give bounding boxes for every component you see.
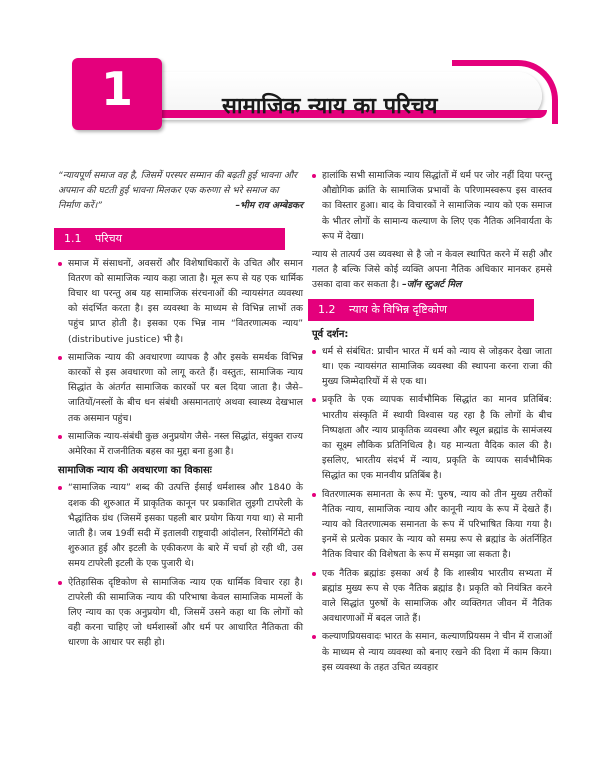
bullet-point: सामाजिक न्याय की अवधारणा व्यापक है और इसके समर्थक विभिन्न कारकों से इस अवधारणा को लागू करते हैं। वस्तुतः, सामाजिक न्याय सिद्धांत के अंतर्गत सामाजिक कारकों पर बल दिया जाता है। जैसे– जातियों/नस्लों के बीच धन संबंधी असमानताएं अथवा स्वास्थ्य देखभाल तक असमान पहुंच। <box>58 350 303 426</box>
chapter-header <box>72 58 550 130</box>
mill-quote <box>312 247 552 293</box>
bullet-point: कल्याणप्रियसवादः भारत के समान, कल्याणप्रियसम ने चीन में राजाओं के माध्यम से न्याय व्यवस्था को बनाए रखने की दिशा में काम किया। इस व्यवस्था के तहत उचित व्यवहार <box>312 629 552 675</box>
bullet-point: सामाजिक न्याय-संबंधी कुछ अनुप्रयोग जैसे- नस्ल सिद्धांत, संयुक्त राज्य अमेरिका में राजनीतिक बहस का मुद्दा बना हुआ है। <box>58 429 303 459</box>
bullet-point: प्रकृति के एक व्यापक सार्वभौमिक सिद्धांत का मानव प्रतिबिंब: भारतीय संस्कृति में स्थायी विश्वास यह रहा है कि लोगों के बीच निष्पक्षता और न्याय प्राकृतिक व्यवस्था और स्थूल ब्रह्मांड के सामंजस्य का सूक्ष्म लौकिक प्रतिनिधित्व है। यह मान्यता वैदिक काल की है। इसलिए, भारतीय संदर्भ में न्याय, प्रकृति के व्यापक सार्वभौमिक सिद्धांत का एक मानवीय प्रतिबिंब है। <box>312 392 552 483</box>
bullet-point: ऐतिहासिक दृष्टिकोण से सामाजिक न्याय एक धार्मिक विचार रहा है। टापरेली की सामाजिक न्याय की परिभाषा केवल सामाजिक मामलों के लिए न्याय का एक अनुप्रयोग थी, जिसमें उसने कहा था कि लोगों को वही करना चाहिए जो धर्मशास्त्रों और धर्म पर आधारित नैतिकता की धारणा के आधार पर सही हो। <box>58 575 303 651</box>
quote-author: –भीम राव अम्बेडकर <box>235 200 303 212</box>
section-number: 1.1 <box>64 231 82 245</box>
section-heading-1-1 <box>54 228 285 250</box>
mill-quote-text: न्याय से तात्पर्य उस व्यवस्था से है जो न केवल स्थापित करने में सही और गलत है बल्कि जिसे कोई व्यक्ति अपना नैतिक अधिकार मानकर हमसे उसका दावा कर सकता है। <box>312 249 552 291</box>
subheading-eastern-philosophy: पूर्व दर्शन: <box>312 328 349 340</box>
bullet-point: हालांकि सभी सामाजिक न्याय सिद्धांतों में धर्म पर जोर नहीं दिया परन्तु औद्योगिक क्रांति के सामाजिक प्रभावों के परिणामस्वरूप इस वास्तव का विस्तार हुआ। बाद के विचारकों ने सामाजिक न्याय को एक समाज के भीतर लोगों के सामान्य कल्याण के लिए एक नैतिक अनिवार्यता के रूप में देखा। <box>312 168 552 244</box>
section-number: 1.2 <box>318 302 336 316</box>
quote-text: “न्यायपूर्ण समाज वह है, जिसमें परस्पर सम्मान की बढ़ती हुई भावना और अपमान की घटती हुई भावना मिलकर एक करुणा से भरे समाज का निर्माण करें।” <box>58 170 297 212</box>
opening-quote <box>58 168 303 214</box>
bullet-point: धर्म से संबंधित: प्राचीन भारत में धर्म को न्याय से जोड़कर देखा जाता था। एक न्यायसंगत सामाजिक व्यवस्था की स्थापना करना राजा की मुख्य जिम्मेदारियों में से एक था। <box>312 344 552 390</box>
section-title: परिचय <box>95 231 122 245</box>
subheading-evolution: सामाजिक न्याय की अवधारणा का विकासः <box>58 465 212 477</box>
bullet-point: समाज में संसाधनों, अवसरों और विशेषाधिकारों के उचित और समान वितरण को सामाजिक न्याय कहा जाता है। मूल रूप से यह एक धार्मिक विचार था परन्तु अब यह सामाजिक संरचनाओं की न्यायसंगत व्यवस्था को संदर्भित करता है। इस व्यवस्था के माध्यम से विभिन्न लाभों तक पहुंच प्राप्त होती है। इसका एक भिन्न नाम “वितरणात्मक न्याय” (distributive justice) भी है। <box>58 256 303 347</box>
bullet-point: “सामाजिक न्याय” शब्द की उत्पत्ति ईसाई धर्मशास्त्र और 1840 के दशक की शुरुआत में प्राकृतिक कानून पर प्रकाशित लुइगी टापरेली के भैद्धांतिक ग्रंथ (जिसमें इसका पहली बार प्रयोग किया गया था) से मानी जाती है। जब 19वीं सदी में इतालवी राष्ट्रवादी आंदोलन, रिसोर्गिमेंटो की शुरुआत हुई और इटली के एकीकरण के बारे में चर्चा हो रही थी, उस समय टापरेली इटली के एक पुजारी थे। <box>58 480 303 571</box>
chapter-title: सामाजिक न्याय का परिचय <box>222 94 438 119</box>
bullet-point: वितरणात्मक समानता के रूप में: पुरुष, न्याय को तीन मुख्य तरीकों नैतिक न्याय, सामाजिक न्याय और कानूनी न्याय के रूप में देखते हैं। न्याय को वितरणात्मक समानता के रूप में परिभाषित किया गया है। इनमें से प्रत्येक प्रकार के न्याय को समग्र रूप से ब्रह्मांड के अंतर्निहित नैतिक विचार की विशेषता के रूप में समझा जा सकता है। <box>312 487 552 563</box>
chapter-number-box <box>72 58 162 130</box>
mill-quote-author: –जॉन स्टुअर्ट मिल <box>402 279 462 291</box>
section-title: न्याय के विभिन्न दृष्टिकोण <box>349 302 447 316</box>
chapter-number: 1 <box>100 62 133 116</box>
bullet-point: एक नैतिक ब्रह्मांडः इसका अर्थ है कि शास्त्रीय भारतीय सभ्यता में ब्रह्मांड मुख्य रूप से एक नैतिक ब्रह्मांड है। प्रकृति को नियंत्रित करने वाले सिद्धांत पुरुषों के सामाजिक और व्यक्तिगत जीवन में नैतिक अवधारणाओं में बदल जाते हैं। <box>312 566 552 627</box>
section-heading-1-2 <box>308 299 534 321</box>
right-column <box>312 168 552 678</box>
left-column <box>58 168 303 654</box>
